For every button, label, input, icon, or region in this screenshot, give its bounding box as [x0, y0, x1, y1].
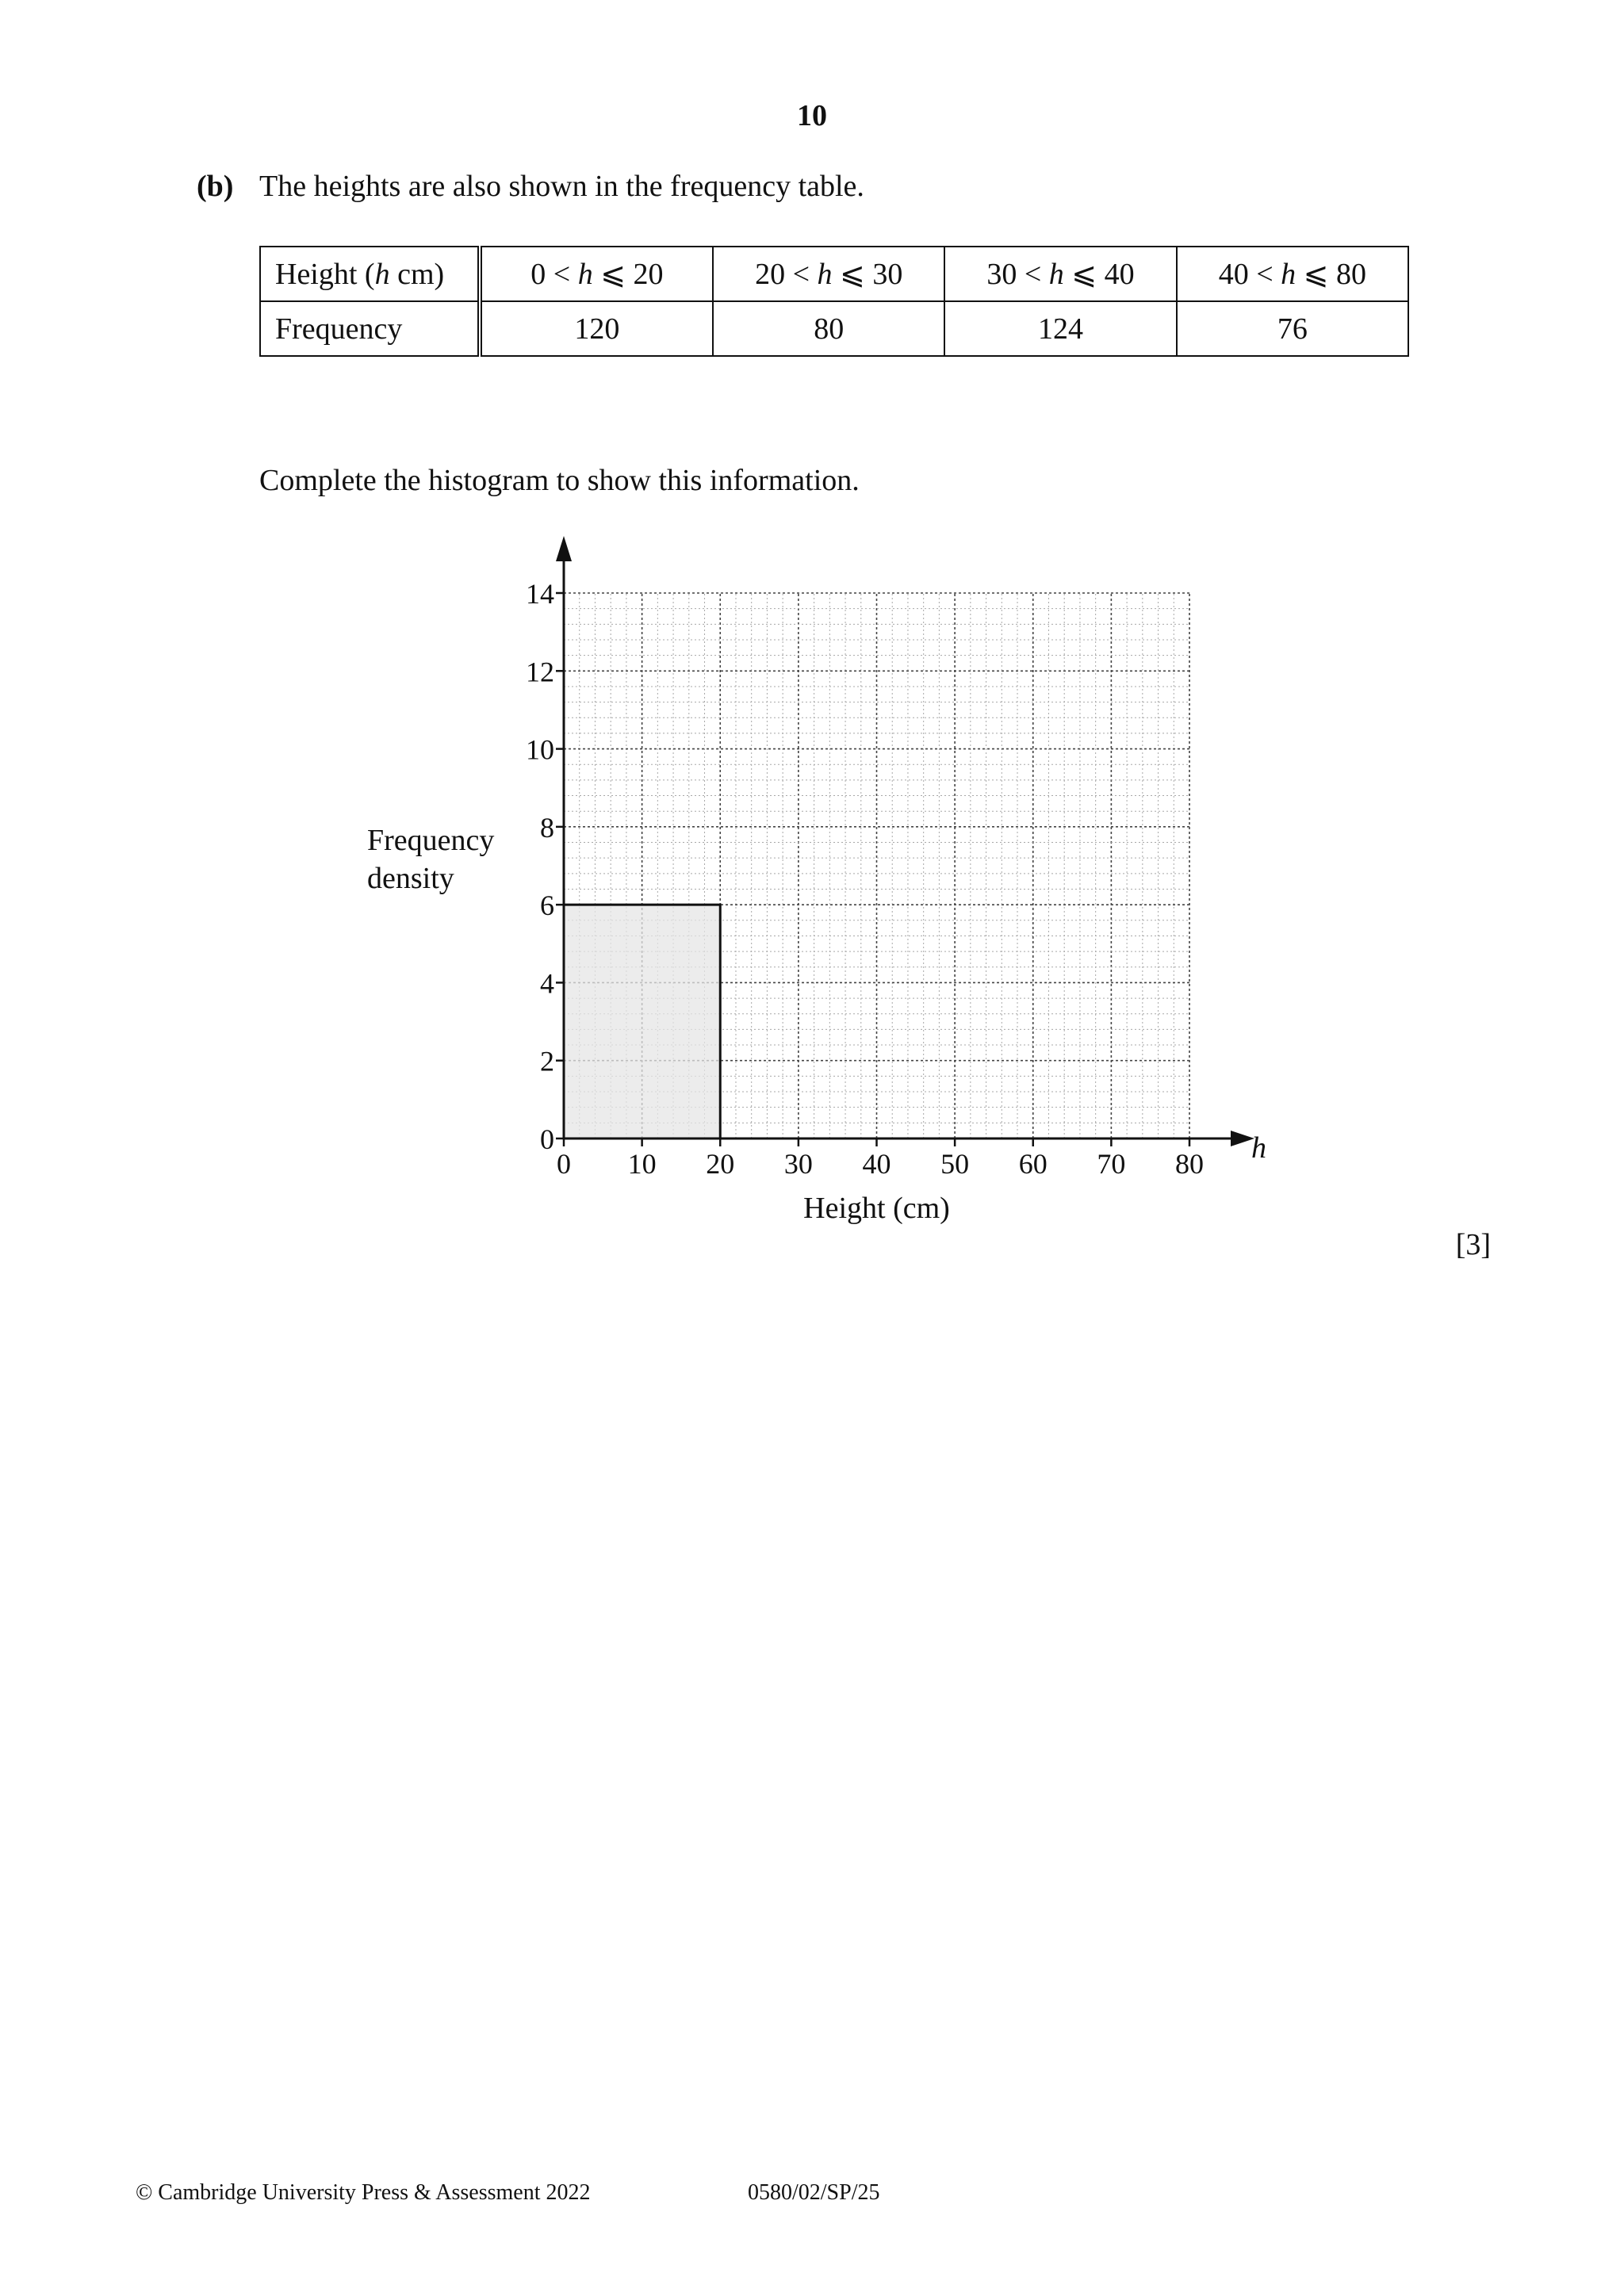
table-row-label: Frequency: [260, 301, 480, 356]
x-axis-label: Height (cm): [803, 1192, 950, 1225]
x-axis-variable: h: [1251, 1131, 1266, 1165]
frequency-cell: 80: [713, 301, 944, 356]
x-tick-label: 20: [706, 1148, 735, 1180]
y-axis-arrow: [556, 536, 572, 561]
x-tick-label: 70: [1097, 1148, 1126, 1180]
footer-copyright: © Cambridge University Press & Assessment 2022: [136, 2180, 591, 2205]
page-number: 10: [797, 99, 827, 132]
interval-cell: 30 < h ⩽ 40: [944, 247, 1176, 301]
y-tick-label: 0: [540, 1123, 554, 1155]
y-tick-label: 10: [526, 733, 554, 766]
y-tick-label: 8: [540, 811, 554, 844]
y-axis-label-line-2: density: [367, 862, 454, 895]
y-axis-label-line-1: Frequency: [367, 824, 495, 857]
x-tick-label: 60: [1018, 1148, 1048, 1180]
y-tick-label: 12: [526, 656, 554, 688]
frequency-cell: 76: [1177, 301, 1408, 356]
interval-cell: 40 < h ⩽ 80: [1177, 247, 1408, 301]
frequency-cell: 120: [480, 301, 713, 356]
interval-cell: 0 < h ⩽ 20: [480, 247, 713, 301]
x-tick-label: 30: [783, 1148, 813, 1180]
question-instruction: Complete the histogram to show this information.: [259, 464, 860, 497]
y-tick-label: 4: [540, 967, 554, 1000]
marks-allocation: [3]: [1455, 1228, 1491, 1261]
x-tick-label: 40: [862, 1148, 891, 1180]
table-header-label: Height (h cm): [260, 247, 480, 301]
x-tick-label: 0: [557, 1148, 571, 1180]
y-tick-label: 2: [540, 1045, 554, 1077]
x-tick-label: 80: [1175, 1148, 1204, 1180]
y-tick-label: 14: [526, 578, 554, 610]
y-tick-label: 6: [540, 890, 554, 922]
histogram-bar: [564, 905, 720, 1138]
x-tick-label: 10: [627, 1148, 657, 1180]
footer-paper-code: 0580/02/SP/25: [748, 2180, 880, 2205]
question-part-label: (b): [197, 170, 234, 203]
x-tick-label: 50: [940, 1148, 970, 1180]
frequency-cell: 124: [944, 301, 1176, 356]
question-intro-text: The heights are also shown in the frequency table.: [259, 170, 864, 203]
interval-cell: 20 < h ⩽ 30: [713, 247, 944, 301]
